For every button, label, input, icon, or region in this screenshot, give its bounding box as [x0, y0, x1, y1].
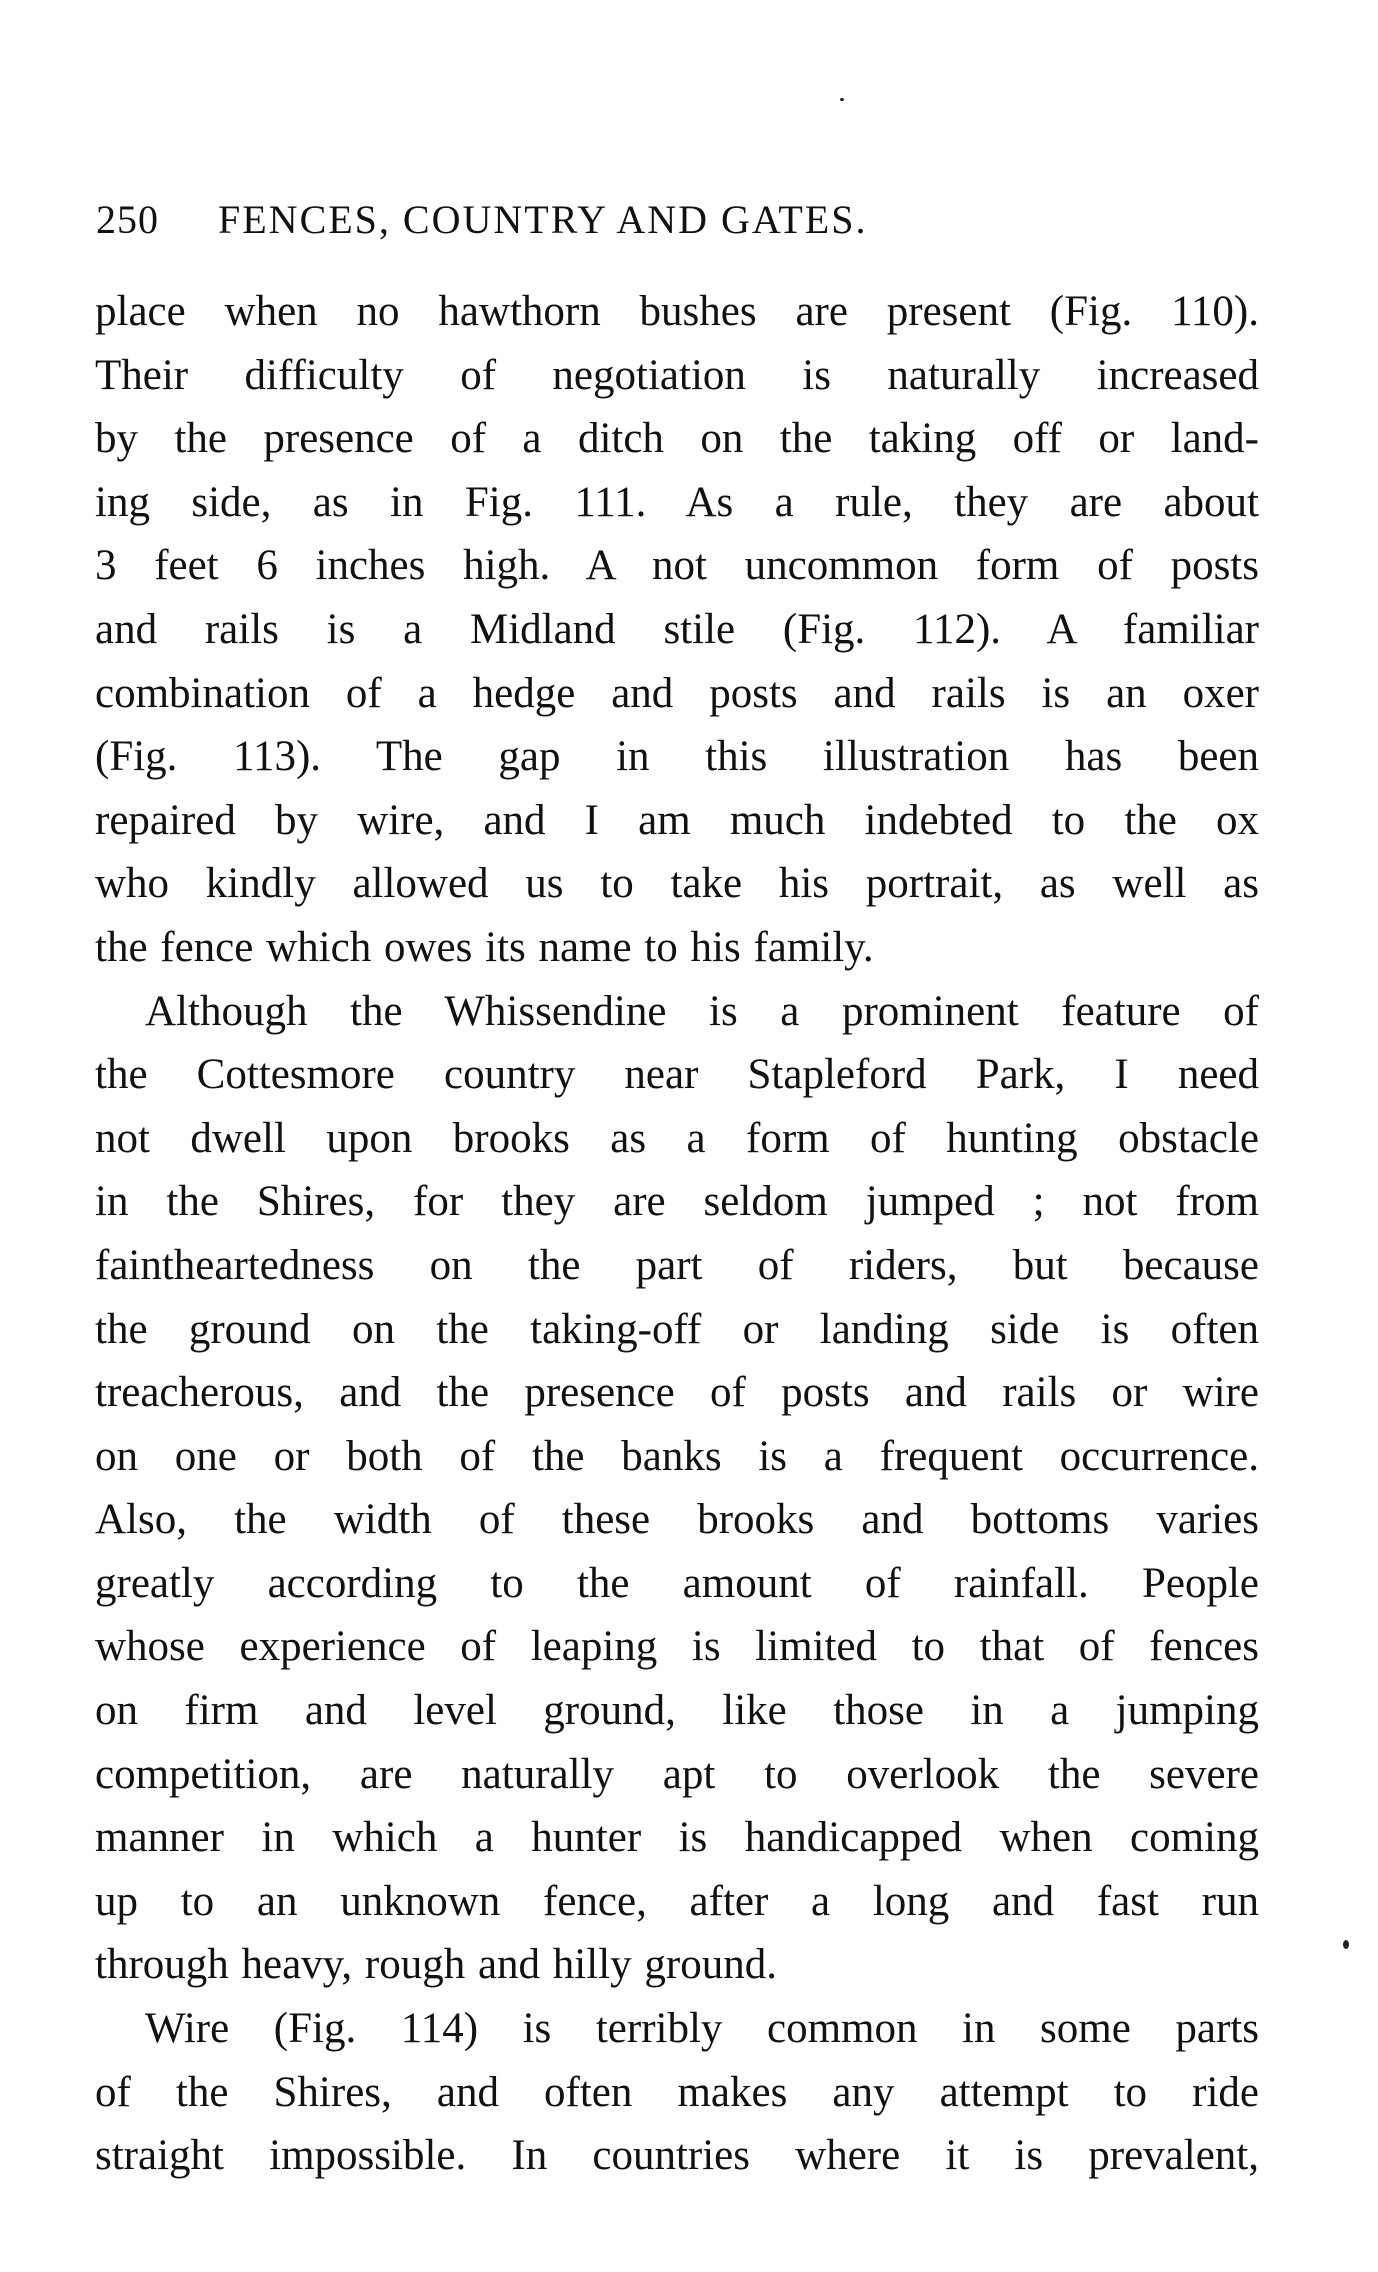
text-line: straight impossible. In countries where it is prevalent, — [95, 2132, 1259, 2180]
text-line: repaired by wire, and I am much indebted to the ox — [95, 796, 1259, 844]
text-line: by the presence of a ditch on the taking off or land- — [95, 415, 1259, 463]
text-line: through heavy, rough and hilly ground. — [95, 1941, 777, 1989]
page-body — [95, 280, 1259, 2188]
running-header — [96, 196, 1196, 256]
text-line: greatly according to the amount of rainfall. People — [95, 1559, 1259, 1607]
text-line: Although the Whissendine is a prominent feature of — [145, 987, 1259, 1035]
text-line: of the Shires, and often makes any attempt to ride — [95, 2068, 1259, 2116]
running-title: FENCES, COUNTRY AND GATES. — [218, 197, 868, 242]
text-line: treacherous, and the presence of posts and rails or wire — [95, 1369, 1259, 1417]
paragraph — [95, 280, 1259, 980]
text-line: Wire (Fig. 114) is terribly common in some parts — [145, 2005, 1259, 2053]
scan-speck — [840, 98, 844, 101]
text-line: in the Shires, for they are seldom jumped ; not from — [95, 1178, 1259, 1226]
text-line: on firm and level ground, like those in a jumping — [95, 1687, 1259, 1735]
text-line: (Fig. 113). The gap in this illustration has been — [95, 733, 1259, 781]
paragraph — [95, 980, 1259, 1998]
page-number: 250 — [96, 197, 159, 242]
text-line: the fence which owes its name to his family. — [95, 923, 874, 971]
text-line: on one or both of the banks is a frequent occurrence. — [95, 1432, 1259, 1480]
text-line: faintheartedness on the part of riders, but because — [95, 1241, 1259, 1289]
text-line: ing side, as in Fig. 111. As a rule, they are about — [95, 478, 1259, 526]
text-line: not dwell upon brooks as a form of hunting obstacle — [95, 1114, 1259, 1162]
text-line: the Cottesmore country near Stapleford Park, I need — [95, 1051, 1259, 1099]
text-line: 3 feet 6 inches high. A not uncommon form of posts — [95, 542, 1259, 590]
scan-speck — [1343, 1940, 1349, 1949]
text-line: who kindly allowed us to take his portrait, as well as — [95, 860, 1259, 908]
text-line: the ground on the taking-off or landing side is often — [95, 1305, 1259, 1353]
text-line: Also, the width of these brooks and bottoms varies — [95, 1496, 1259, 1544]
text-line: whose experience of leaping is limited to that of fences — [95, 1623, 1259, 1671]
text-line: up to an unknown fence, after a long and fast run — [95, 1877, 1259, 1925]
text-line: place when no hawthorn bushes are present (Fig. 110). — [95, 288, 1259, 335]
text-line: combination of a hedge and posts and rails is an oxer — [95, 669, 1259, 717]
paragraph — [95, 1997, 1259, 2188]
text-line: competition, are naturally apt to overlook the severe — [95, 1750, 1259, 1798]
text-line: Their difficulty of negotiation is naturally increased — [95, 351, 1259, 399]
text-line: and rails is a Midland stile (Fig. 112). A familiar — [95, 605, 1259, 653]
text-line: manner in which a hunter is handicapped when coming — [95, 1814, 1259, 1862]
